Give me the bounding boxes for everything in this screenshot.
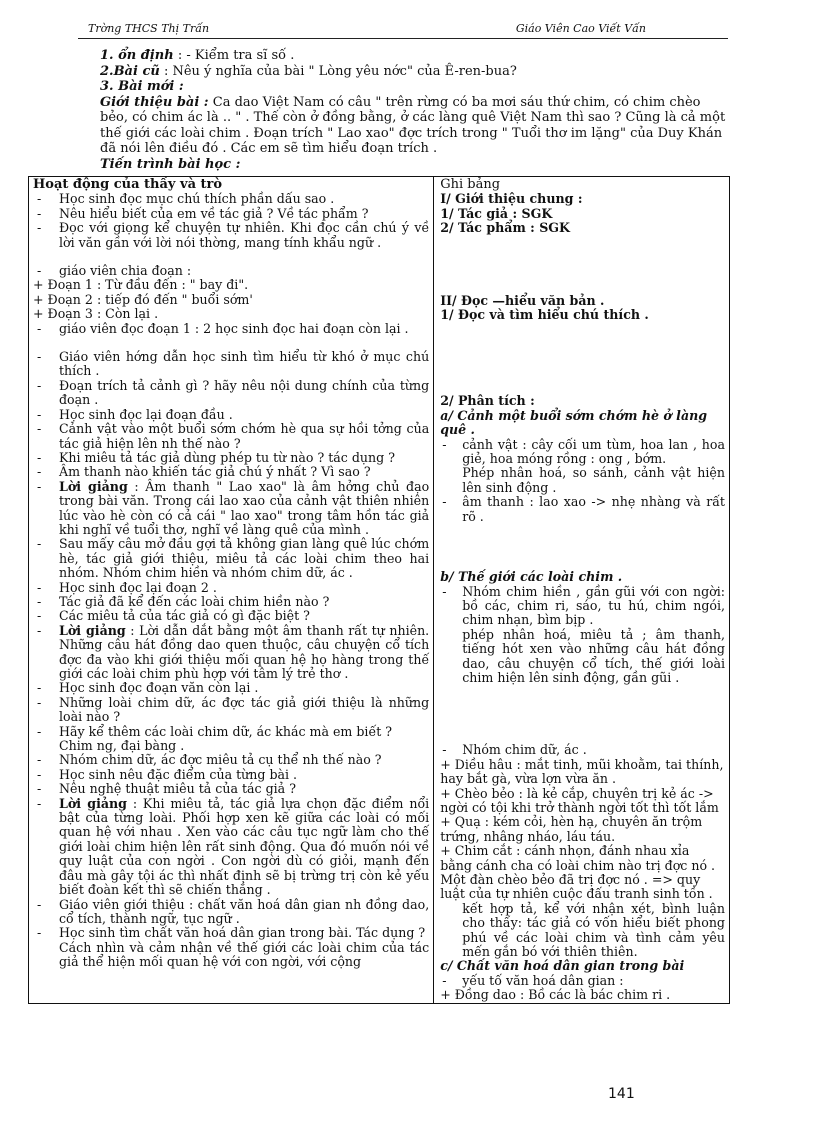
- paragraph-2: + Đoạn 2 : tiếp đó đến " buổi sớm': [33, 291, 253, 307]
- subsection-heading: c/ Chất văn hoá dân gian trong bài: [440, 958, 685, 974]
- lesson-intro: [78, 48, 728, 172]
- note-line: 2/ Tác phẩm : SGK: [440, 220, 570, 236]
- note-item: - Nhóm chim hiền , gần gũi với con ngời: bồ các, chim ri, sáo, tu hú, chim ngói, chim nhạn, bìm bịp .: [442, 583, 725, 628]
- list-item: - giáo viên đọc đoạn 1 : 2 học sinh đọc hai đoạn còn lại .: [37, 320, 409, 336]
- note-item: phép nhân hoá, miêu tả ; âm thanh, tiếng hót xen vào những câu hát đồng dao, câu chuyện cổ tích, thế giới loài chim hiện lên sinh động, gần gũi .: [462, 626, 725, 685]
- note-item: kết hợp tả, kể với nhận xét, bình luận cho thấy: tác giả có vốn hiểu biết phong phú về các loài chim và tình cảm yêu mến gắn bó với thiên thiên.: [462, 900, 725, 960]
- list-item: - Khi miêu tả tác giả dùng phép tu từ nào ? tác dụng ?: [37, 449, 395, 465]
- list-item: - Âm thanh nào khiến tác giả chú ý nhất ? Vì sao ?: [37, 464, 371, 480]
- note-line: + Đồng dao : Bồ các là bác chim ri .: [440, 987, 671, 1003]
- list-item: Cách nhìn và cảm nhận về thế giới các loài chim của tác giả thể hiện mối quan hệ với con ngời, với cộng: [59, 939, 430, 970]
- list-item: - Lời giảng : Lời dẫn dắt bằng một âm thanh rất tự nhiên. Những câu hát đồng dao quen thuộc, câu chuyện cổ tích đợc đa vào khi giới thiệu mối quan hệ họ hàng trong thế giới các loài chim phù hợp với tâm lý trẻ thơ .: [37, 622, 430, 681]
- step-1: 1. ổn định : - Kiểm tra sĩ số .: [100, 48, 295, 63]
- list-item: - Giáo viên giới thiệu : chất văn hoá dân gian nh đồng dao, cổ tích, thành ngữ, tục ngữ .: [37, 896, 430, 926]
- step-3: 3. Bài mới :: [100, 79, 184, 94]
- list-item: - Cảnh vật vào một buổi sớm chớm hè qua sự hồi tởng của tác giả hiện lên nh thế nào ?: [37, 421, 430, 451]
- list-item: - Học sinh đọc lại đoạn đầu .: [37, 406, 233, 422]
- teacher-activity-column: [29, 177, 434, 1004]
- list-item: - Học sinh đọc mục chú thích phần dấu sao .: [37, 191, 335, 207]
- note-item: - cảnh vật : cây cối um tùm, hoa lan , hoa giẻ, hoa móng rồng : ong , bớm.: [442, 436, 725, 467]
- process-heading: Tiến trình bài học :: [100, 156, 241, 172]
- list-item: Chim ng, đại bàng .: [59, 738, 185, 754]
- note-item: - Nhóm chim dữ, ác .: [442, 742, 587, 758]
- list-item: - Lời giảng : Khi miêu tả, tác giả lựa chọn đặc điểm nổi bật của từng loài. Phối hợp xen kẽ giữa các loài có mối quan hệ với nhau . Xen vào các câu tục ngữ làm cho thế giới loài chim hiện lên rất sinh động. Qua đó muốn nói về quy luật của con ngời . Con ngời dù có giỏi, mạnh đến đâu mà gây tội ác thì nhất định sẽ bị trừng trị còn kẻ yếu biết đoàn kết thì sẽ chiến thắng .: [37, 795, 430, 898]
- list-item: - Học sinh đọc lại đoạn 2 .: [37, 579, 217, 595]
- list-item: - Nêu hiểu biết của em về tác giả ? Về tác phẩm ?: [37, 205, 369, 221]
- list-item: - Các miêu tả của tác giả có gì đặc biệt ?: [37, 608, 310, 624]
- section-heading: 2/ Phân tích :: [440, 393, 535, 409]
- header-teacher: Giáo Viên Cao Viết Vấn: [515, 22, 646, 35]
- step-2: 2.Bài cũ : Nêu ý nghĩa của bài " Lòng yêu nớc" của Ê-ren-bua?: [100, 63, 517, 79]
- note-line: + Chim cắt : cánh nhọn, đánh nhau xỉa bằng cánh cha có loài chim nào trị đợc nó . Một đàn chèo bẻo đã trị đợc nó . => quy luật của tự nhiên cuộc đấu tranh sinh tồn .: [440, 843, 716, 902]
- list-item: - giáo viên chia đoạn :: [37, 263, 192, 279]
- paragraph-1: + Đoạn 1 : Từ đầu đến : " bay đi".: [33, 277, 249, 293]
- page-number: 141: [608, 1086, 635, 1102]
- left-heading: Hoạt động của thầy và trò: [33, 177, 223, 192]
- note-item: Phép nhân hoá, so sánh, cảnh vật hiện lên sinh động .: [462, 465, 725, 495]
- note-line: + Diều hâu : mắt tinh, mũi khoằm, tai thính, hay bắt gà, vừa lợn vừa ăn .: [440, 756, 724, 787]
- note-line: + Chèo bẻo : là kẻ cắp, chuyên trị kẻ ác -> ngời có tội khi trở thành ngời tốt thì tốt lắm: [440, 785, 719, 815]
- note-item: - yếu tố văn hoá dân gian :: [442, 972, 624, 988]
- list-item: - Đoạn trích tả cảnh gì ? hãy nêu nội dung chính của từng đoạn .: [37, 377, 430, 408]
- note-line: + Quạ : kém cỏi, hèn hạ, chuyên ăn trộm trứng, nhâng nháo, láu táu.: [440, 814, 703, 844]
- lesson-table: [28, 176, 730, 1004]
- list-item: - Giáo viên hớng dẫn học sinh tìm hiểu từ khó ở mục chú thích .: [37, 349, 430, 379]
- list-item: - Lời giảng : Âm thanh " Lao xao" là âm hởng chủ đạo trong bài văn. Trong cái lao xao của cảnh vật thiên nhiên lúc vào hè còn có cả cái " lao xao" trong tâm hồn tác giả khi nghĩ về tuổi thơ, nghĩ về làng quê của mình .: [37, 478, 430, 537]
- list-item: - Học sinh tìm chất văn hoá dân gian trong bài. Tác dụng ?: [37, 925, 426, 941]
- note-line: 1/ Đọc và tìm hiểu chú thích .: [440, 307, 649, 323]
- note-item: - âm thanh : lao xao -> nhẹ nhàng và rất rõ .: [442, 494, 725, 524]
- subsection-heading: b/ Thế giới các loài chim .: [440, 569, 623, 585]
- list-item: - Học sinh đọc đoạn văn còn lại .: [37, 680, 259, 696]
- header-school: Trờng THCS Thị Trấn: [88, 22, 210, 35]
- list-item: - Tác giả đã kể đến các loài chim hiền nào ?: [37, 593, 330, 609]
- subsection-heading: a/ Cảnh một buổi sớm chớm hè ở làng quê .: [440, 407, 708, 438]
- section-heading: II/ Đọc —hiểu văn bản .: [440, 292, 605, 308]
- right-heading: Ghi bảng: [440, 177, 501, 192]
- intro-paragraph: Giới thiệu bài : Ca dao Việt Nam có câu " trên rừng có ba mơi sáu thứ chim, có chim chèo bẻo, có chim ác là .. " . Thế còn ở đồng bằng, ở các làng quê Việt Nam thì sao ? Cũng là cả một thế giới các loài chim . Đoạn trích " Lao xao" đợc trích trong " Tuổi thơ im lặng" của Duy Khán đã nói lên điều đó . Các em sẽ tìm hiểu đoạn trích .: [100, 94, 726, 156]
- list-item: - Sau mấy câu mở đầu gợi tả không gian làng quê lúc chớm hè, tác giả giới thiệu, miêu tả các loài chim theo hai nhóm. Nhóm chim hiền và nhóm chim dữ, ác .: [37, 536, 430, 581]
- section-heading: I/ Giới thiệu chung :: [440, 191, 583, 207]
- list-item: - Học sinh nêu đặc điểm của từng bài .: [37, 766, 298, 782]
- note-line: 1/ Tác giả : SGK: [440, 205, 553, 221]
- paragraph-3: + Đoạn 3 : Còn lại .: [33, 306, 159, 322]
- list-item: - Hãy kể thêm các loài chim dữ, ác khác mà em biết ?: [37, 723, 393, 739]
- list-item: - Nhóm chim dữ, ác đợc miêu tả cụ thể nh thế nào ?: [37, 752, 382, 768]
- board-notes-column: [434, 177, 730, 1004]
- list-item: - Những loài chim dữ, ác đợc tác giả giới thiệu là những loài nào ?: [37, 694, 430, 725]
- list-item: - Nêu nghệ thuật miêu tả của tác giả ?: [37, 781, 296, 797]
- list-item: - Đọc với giọng kể chuyện tự nhiên. Khi đọc cần chú ý về lời văn gần với lời nói thờng, mang tính khẩu ngữ .: [37, 220, 430, 250]
- header-rule: [78, 38, 728, 39]
